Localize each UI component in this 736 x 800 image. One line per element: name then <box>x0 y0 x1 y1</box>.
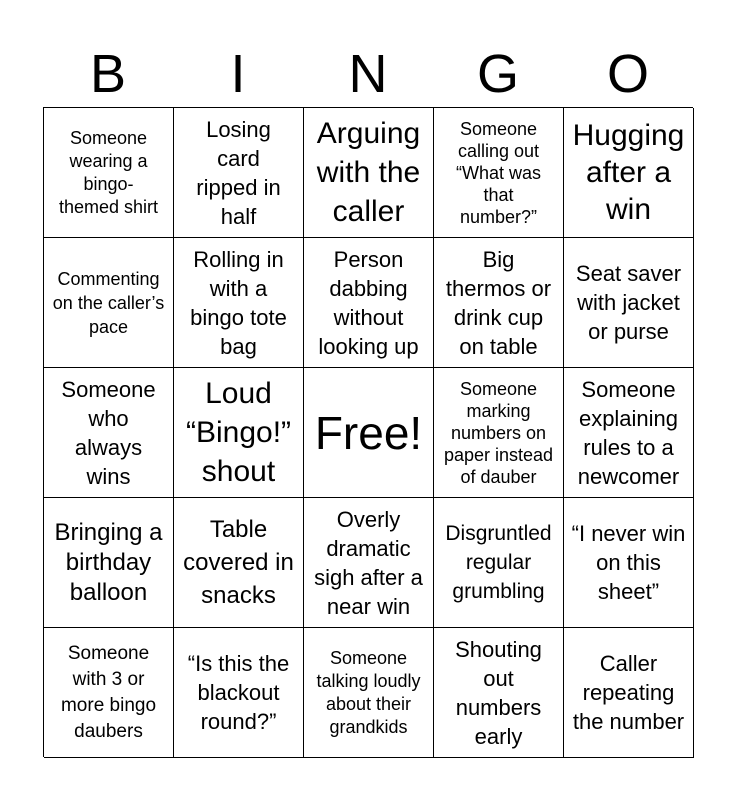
bingo-header <box>43 40 693 108</box>
cell-text: “I never win on this sheet” <box>571 521 686 604</box>
bingo-cell-r2-c5[interactable] <box>564 238 694 368</box>
cell-text: “Is this the blackout round?” <box>187 651 290 734</box>
free-space-label: Free! <box>314 406 423 459</box>
bingo-cell-free-space[interactable] <box>304 368 434 498</box>
bingo-cell-r1-c4[interactable] <box>434 108 564 238</box>
bingo-cell-r2-c1[interactable] <box>44 238 174 368</box>
cell-text: Loud “Bingo!” shout <box>185 377 292 488</box>
bingo-cell-r1-c3[interactable] <box>304 108 434 238</box>
cell-text: Someone marking numbers on paper instead of dauber <box>443 378 554 487</box>
cell-text: Rolling in with a bingo tote bag <box>190 246 287 359</box>
bingo-cell-r2-c3[interactable] <box>304 238 434 368</box>
cell-text: Caller repeating the number <box>572 651 685 734</box>
bingo-cell-r1-c5[interactable] <box>564 108 694 238</box>
bingo-cell-r1-c2[interactable] <box>174 108 304 238</box>
cell-text: Overly dramatic sigh after a near win <box>314 506 423 619</box>
bingo-cell-r2-c2[interactable] <box>174 238 304 368</box>
bingo-cell-r3-c2[interactable] <box>174 368 304 498</box>
bingo-cell-r4-c4[interactable] <box>434 498 564 628</box>
header-letter-g: G <box>476 44 519 104</box>
bingo-cell-r5-c4[interactable] <box>434 628 564 758</box>
header-letter-b: B <box>89 44 127 104</box>
header-letter-i: I <box>230 44 246 104</box>
cell-text: Arguing with the caller <box>316 117 421 228</box>
cell-text: Hugging after a win <box>572 119 685 226</box>
bingo-cell-r3-c1[interactable] <box>44 368 174 498</box>
bingo-card-grid <box>43 107 693 757</box>
bingo-cell-r4-c3[interactable] <box>304 498 434 628</box>
cell-text: Someone explaining rules to a newcomer <box>577 376 680 489</box>
bingo-cell-r4-c5[interactable] <box>564 498 694 628</box>
cell-text: Losing card ripped in half <box>196 116 281 229</box>
cell-text: Someone wearing a bingo-themed shirt <box>58 127 159 217</box>
cell-text: Shouting out numbers early <box>455 636 542 749</box>
bingo-cell-r1-c1[interactable] <box>44 108 174 238</box>
bingo-cell-r5-c2[interactable] <box>174 628 304 758</box>
cell-text: Disgruntled regular grumbling <box>445 522 552 603</box>
cell-text: Person dabbing without looking up <box>318 246 419 359</box>
cell-text: Someone with 3 or more bingo daubers <box>60 642 157 742</box>
cell-text: Someone talking loudly about their grandkids <box>316 647 421 737</box>
cell-text: Commenting on the caller’s pace <box>52 268 165 337</box>
cell-text: Bringing a birthday balloon <box>54 518 163 606</box>
bingo-cell-r4-c1[interactable] <box>44 498 174 628</box>
bingo-cell-r2-c4[interactable] <box>434 238 564 368</box>
bingo-cell-r4-c2[interactable] <box>174 498 304 628</box>
bingo-cell-r5-c3[interactable] <box>304 628 434 758</box>
header-letter-o: O <box>606 44 649 104</box>
cell-text: Someone who always wins <box>61 376 156 489</box>
header-letter-n: N <box>348 44 388 104</box>
bingo-cell-r3-c5[interactable] <box>564 368 694 498</box>
cell-text: Big thermos or drink cup on table <box>445 246 552 359</box>
cell-text: Table covered in snacks <box>183 516 294 609</box>
bingo-cell-r5-c5[interactable] <box>564 628 694 758</box>
cell-text: Someone calling out “What was that number?” <box>455 118 542 227</box>
bingo-cell-r5-c1[interactable] <box>44 628 174 758</box>
cell-text: Seat saver with jacket or purse <box>575 261 682 344</box>
bingo-cell-r3-c4[interactable] <box>434 368 564 498</box>
